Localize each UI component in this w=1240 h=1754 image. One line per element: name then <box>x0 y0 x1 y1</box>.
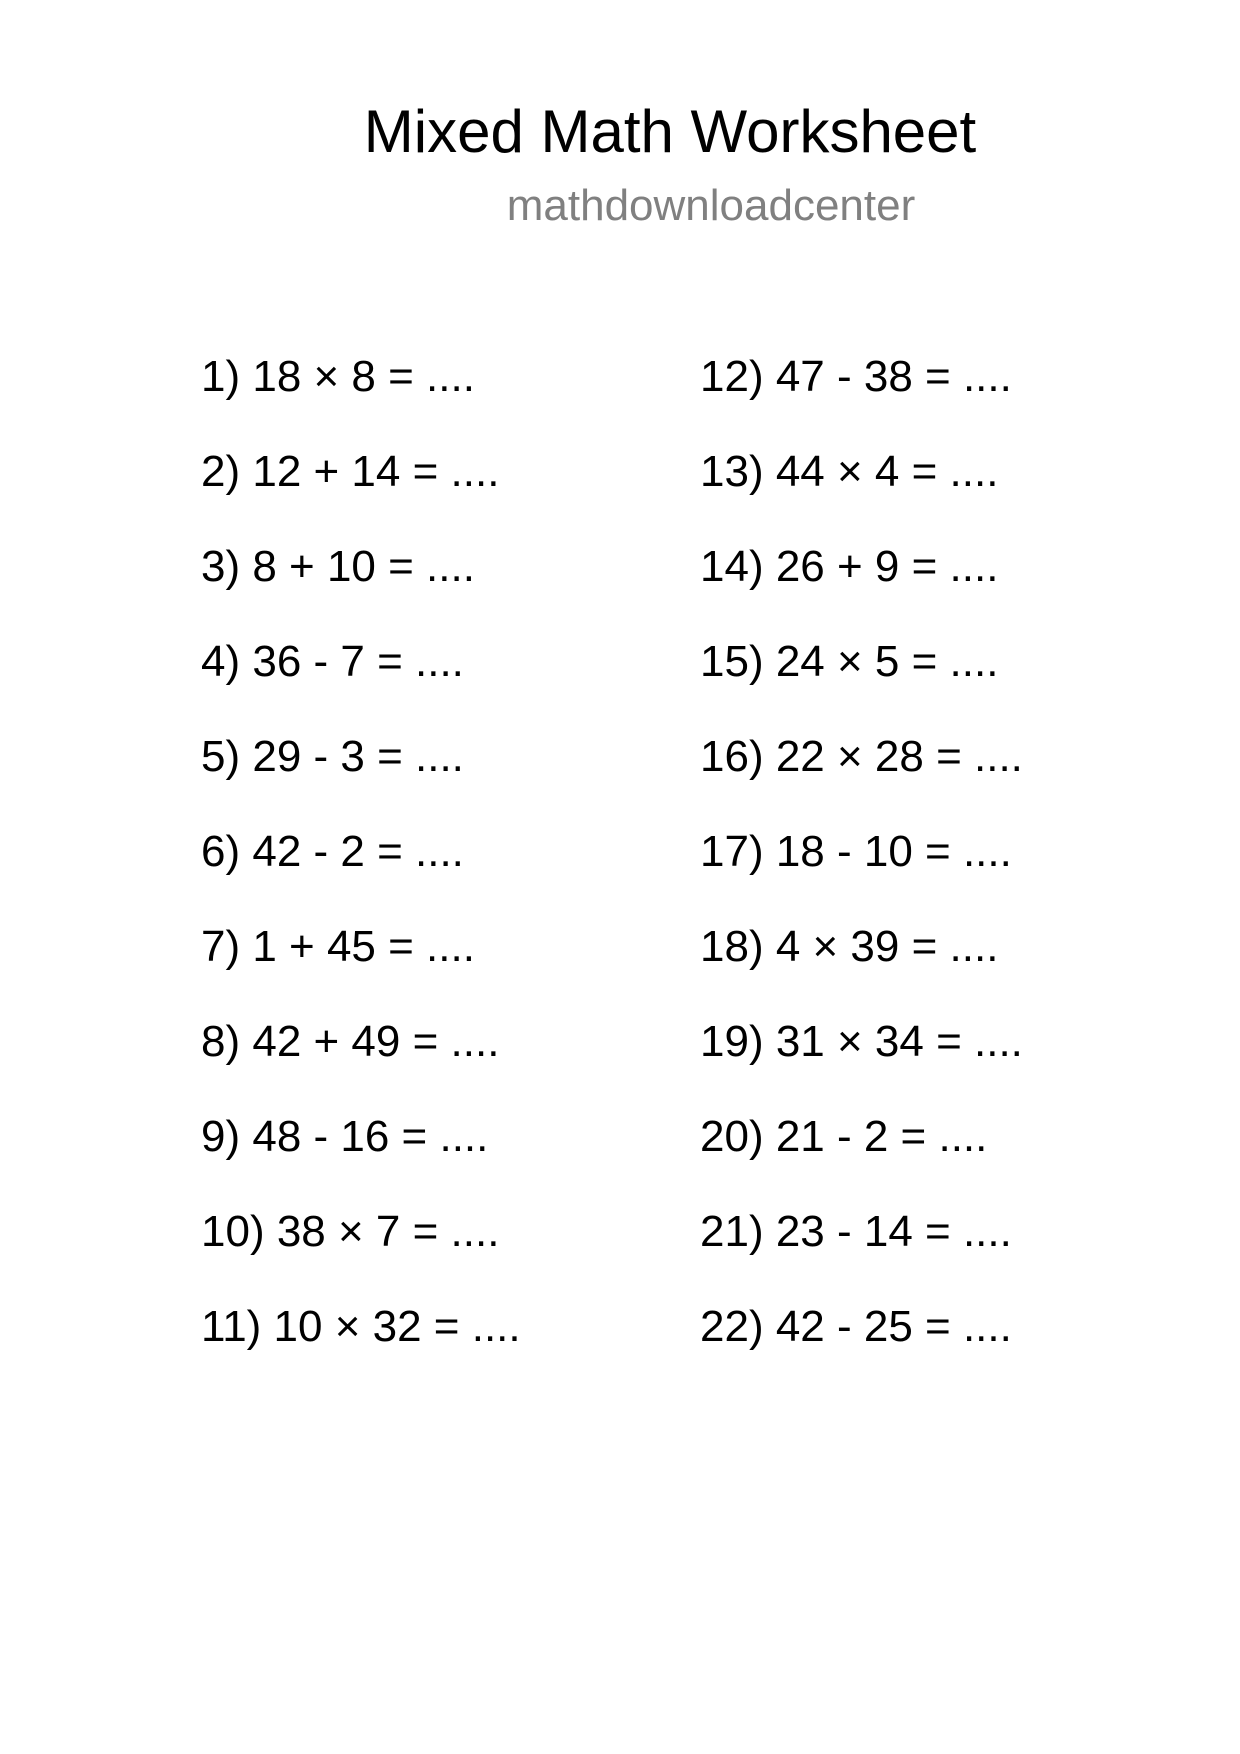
problem-9: 9) 48 - 16 = .... <box>201 1112 489 1161</box>
problem-19: 19) 31 × 34 = .... <box>700 1017 1023 1066</box>
problem-17: 17) 18 - 10 = .... <box>700 827 1012 876</box>
problem-18: 18) 4 × 39 = .... <box>700 922 999 971</box>
problem-6: 6) 42 - 2 = .... <box>201 827 464 876</box>
problem-12: 12) 47 - 38 = .... <box>700 352 1012 401</box>
problem-2: 2) 12 + 14 = .... <box>201 447 500 496</box>
problem-22: 22) 42 - 25 = .... <box>700 1302 1012 1351</box>
problem-11: 11) 10 × 32 = .... <box>201 1302 521 1351</box>
problem-15: 15) 24 × 5 = .... <box>700 637 999 686</box>
problem-1: 1) 18 × 8 = .... <box>201 352 475 401</box>
problem-column-right <box>700 348 1023 1393</box>
problem-20: 20) 21 - 2 = .... <box>700 1112 988 1161</box>
worksheet-source: mathdownloadcenter <box>506 181 916 230</box>
problem-14: 14) 26 + 9 = .... <box>700 542 999 591</box>
problem-21: 21) 23 - 14 = .... <box>700 1207 1012 1256</box>
problem-3: 3) 8 + 10 = .... <box>201 542 475 591</box>
worksheet-title: Mixed Math Worksheet <box>363 98 977 165</box>
problem-10: 10) 38 × 7 = .... <box>201 1207 500 1256</box>
problem-8: 8) 42 + 49 = .... <box>201 1017 500 1066</box>
problem-4: 4) 36 - 7 = .... <box>201 637 464 686</box>
problem-5: 5) 29 - 3 = .... <box>201 732 464 781</box>
problem-7: 7) 1 + 45 = .... <box>201 922 475 971</box>
problem-13: 13) 44 × 4 = .... <box>700 447 999 496</box>
problem-16: 16) 22 × 28 = .... <box>700 732 1023 781</box>
problem-column-left <box>201 348 521 1393</box>
